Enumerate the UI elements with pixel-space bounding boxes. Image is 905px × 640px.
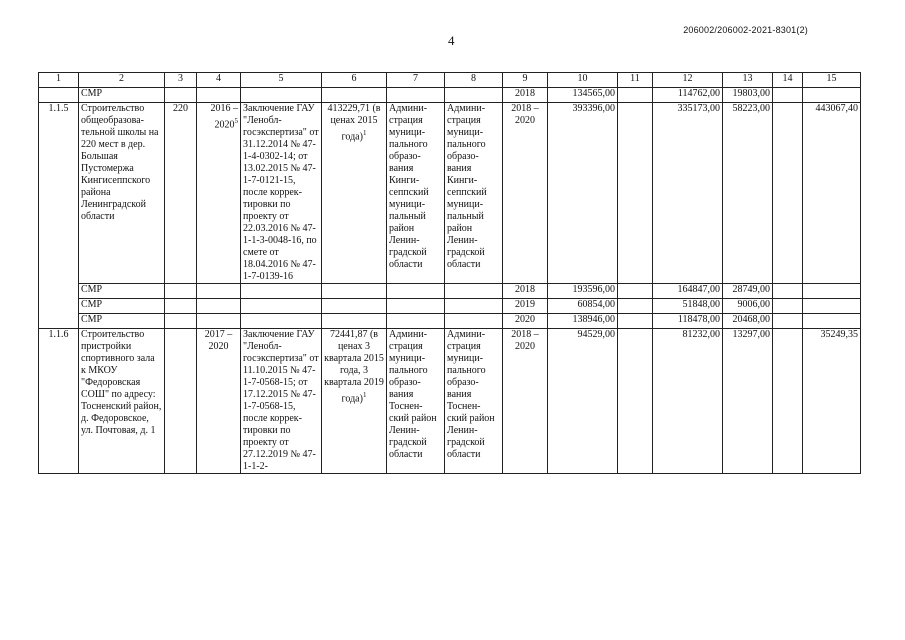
- footnote-mark: 1: [362, 129, 367, 137]
- amount-cell: 94529,00: [548, 329, 618, 474]
- empty-cell: [618, 88, 653, 103]
- developer-cell: Админи-страция муници-пального образо-вания Кинги-сеппский муници-пальный район Ленин-градской области: [445, 103, 503, 284]
- amount-cell: 164847,00: [653, 284, 723, 299]
- amount-cell: 193596,00: [548, 284, 618, 299]
- amount-cell: 20468,00: [723, 314, 773, 329]
- amount-cell: 118478,00: [653, 314, 723, 329]
- col-header: 8: [445, 73, 503, 88]
- period-text: 2016 – 2020: [210, 103, 238, 131]
- empty-cell: [445, 88, 503, 103]
- amount-cell: 114762,00: [653, 88, 723, 103]
- empty-cell: [322, 88, 387, 103]
- amount-cell: 134565,00: [548, 88, 618, 103]
- amount-cell: 13297,00: [723, 329, 773, 474]
- customer-cell: Админи-страция муници-пального образо-вания Кинги-сеппский муници-пальный район Ленин-градской области: [387, 103, 445, 284]
- year-cell: 2018 – 2020: [503, 329, 548, 474]
- col-header: 15: [803, 73, 861, 88]
- year-cell: 2020: [503, 314, 548, 329]
- empty-cell: [165, 329, 197, 474]
- smr-row: [39, 88, 861, 103]
- year-cell: 2018: [503, 284, 548, 299]
- empty-cell: [618, 329, 653, 474]
- amount-cell: 35249,35: [803, 329, 861, 474]
- amount-cell: 28749,00: [723, 284, 773, 299]
- col-header: 2: [79, 73, 165, 88]
- empty-cell: [387, 314, 445, 329]
- empty-cell: [445, 299, 503, 314]
- estimated-cost: [322, 103, 387, 284]
- empty-cell: [322, 284, 387, 299]
- smr-row: [39, 284, 861, 299]
- amount-cell: 335173,00: [653, 103, 723, 284]
- empty-cell: [803, 314, 861, 329]
- col-header: 14: [773, 73, 803, 88]
- empty-cell: [322, 299, 387, 314]
- amount-cell: 138946,00: [548, 314, 618, 329]
- year-cell: 2018: [503, 88, 548, 103]
- empty-cell: [773, 103, 803, 284]
- empty-cell: [197, 299, 241, 314]
- page-number: 4: [448, 33, 455, 48]
- developer-cell: Админи-страция муници-пального образо-вания Тоснен-ский район Ленин-градской области: [445, 329, 503, 474]
- empty-cell: [618, 284, 653, 299]
- amount-cell: 81232,00: [653, 329, 723, 474]
- empty-cell: [773, 88, 803, 103]
- col-header: 7: [387, 73, 445, 88]
- empty-cell: [803, 299, 861, 314]
- col-header: 12: [653, 73, 723, 88]
- col-header: 3: [165, 73, 197, 88]
- smr-label: СМР: [79, 284, 165, 299]
- footnote-mark: 1: [362, 391, 367, 399]
- smr-row: [39, 299, 861, 314]
- empty-cell: [618, 314, 653, 329]
- expertise-conclusion: Заключение ГАУ "Ленобл-госэкспертиза" от 11.10.2015 № 47-1-7-0568-15; от 17.12.2015 № 47-1-7-0568-15, после коррек-тировки по проекту от 27.12.2019 № 47-1-1-2-: [241, 329, 322, 474]
- item-number: 1.1.5: [39, 103, 79, 329]
- investment-table: [38, 72, 861, 474]
- empty-cell: [445, 314, 503, 329]
- smr-label: СМР: [79, 314, 165, 329]
- expertise-conclusion: Заключение ГАУ "Ленобл-госэкспертиза" от 31.12.2014 № 47-1-4-0302-14; от 13.02.2015 № 47-1-7-0121-15, после коррек-тировки по проекту от 22.03.2016 № 47-1-1-3-0048-16, по смете от 18.04.2016 № 47-1-7-0139-16: [241, 103, 322, 284]
- empty-cell: [618, 299, 653, 314]
- capacity-cell: 220: [165, 103, 197, 284]
- empty-cell: [773, 284, 803, 299]
- empty-cell: [197, 314, 241, 329]
- period-cell: [197, 103, 241, 284]
- empty-cell: [165, 88, 197, 103]
- empty-cell: [197, 88, 241, 103]
- empty-cell: [241, 88, 322, 103]
- empty-cell: [241, 284, 322, 299]
- col-header: 10: [548, 73, 618, 88]
- year-cell: 2018 – 2020: [503, 103, 548, 284]
- empty-cell: [803, 284, 861, 299]
- empty-cell: [39, 88, 79, 103]
- col-header: 4: [197, 73, 241, 88]
- empty-cell: [165, 314, 197, 329]
- amount-cell: 9006,00: [723, 299, 773, 314]
- cost-text: 413229,71 (в ценах 2015 года): [327, 103, 381, 143]
- amount-cell: 60854,00: [548, 299, 618, 314]
- col-header: 9: [503, 73, 548, 88]
- col-header: 5: [241, 73, 322, 88]
- empty-cell: [241, 299, 322, 314]
- project-row-1-1-6: [39, 329, 861, 474]
- amount-cell: 443067,40: [803, 103, 861, 284]
- empty-cell: [387, 284, 445, 299]
- smr-label: СМР: [79, 299, 165, 314]
- col-header: 13: [723, 73, 773, 88]
- empty-cell: [197, 284, 241, 299]
- empty-cell: [773, 314, 803, 329]
- customer-cell: Админи-страция муници-пального образо-вания Тоснен-ский район Ленин-градской области: [387, 329, 445, 474]
- empty-cell: [387, 88, 445, 103]
- footnote-mark: 5: [234, 117, 238, 125]
- cost-text: 72441,87 (в ценах 3 квартала 2015 года, 3 квартала 2019 года): [324, 329, 384, 405]
- empty-cell: [773, 329, 803, 474]
- amount-cell: 58223,00: [723, 103, 773, 284]
- amount-cell: 393396,00: [548, 103, 618, 284]
- smr-label: СМР: [79, 88, 165, 103]
- col-header: 1: [39, 73, 79, 88]
- empty-cell: [241, 314, 322, 329]
- empty-cell: [773, 299, 803, 314]
- col-header: 11: [618, 73, 653, 88]
- amount-cell: 19803,00: [723, 88, 773, 103]
- column-number-row: [39, 73, 861, 88]
- project-row-1-1-5: [39, 103, 861, 284]
- empty-cell: [618, 103, 653, 284]
- project-name: Строительство пристройки спортивного зала к МКОУ "Федоровская СОШ" по адресу: Тосненский район, д. Федоровское, ул. Почтовая, д. 1: [79, 329, 165, 474]
- amount-cell: 51848,00: [653, 299, 723, 314]
- year-cell: 2019: [503, 299, 548, 314]
- empty-cell: [387, 299, 445, 314]
- smr-row: [39, 314, 861, 329]
- col-header: 6: [322, 73, 387, 88]
- empty-cell: [803, 88, 861, 103]
- empty-cell: [322, 314, 387, 329]
- estimated-cost: [322, 329, 387, 474]
- document-number: 206002/206002-2021-8301(2): [683, 25, 808, 35]
- empty-cell: [445, 284, 503, 299]
- empty-cell: [165, 299, 197, 314]
- project-name: Строительство общеобразова-тельной школы на 220 мест в дер. Большая Пустомержа Кингисеппского района Ленинградской области: [79, 103, 165, 284]
- empty-cell: [165, 284, 197, 299]
- period-cell: 2017 – 2020: [197, 329, 241, 474]
- item-number: 1.1.6: [39, 329, 79, 474]
